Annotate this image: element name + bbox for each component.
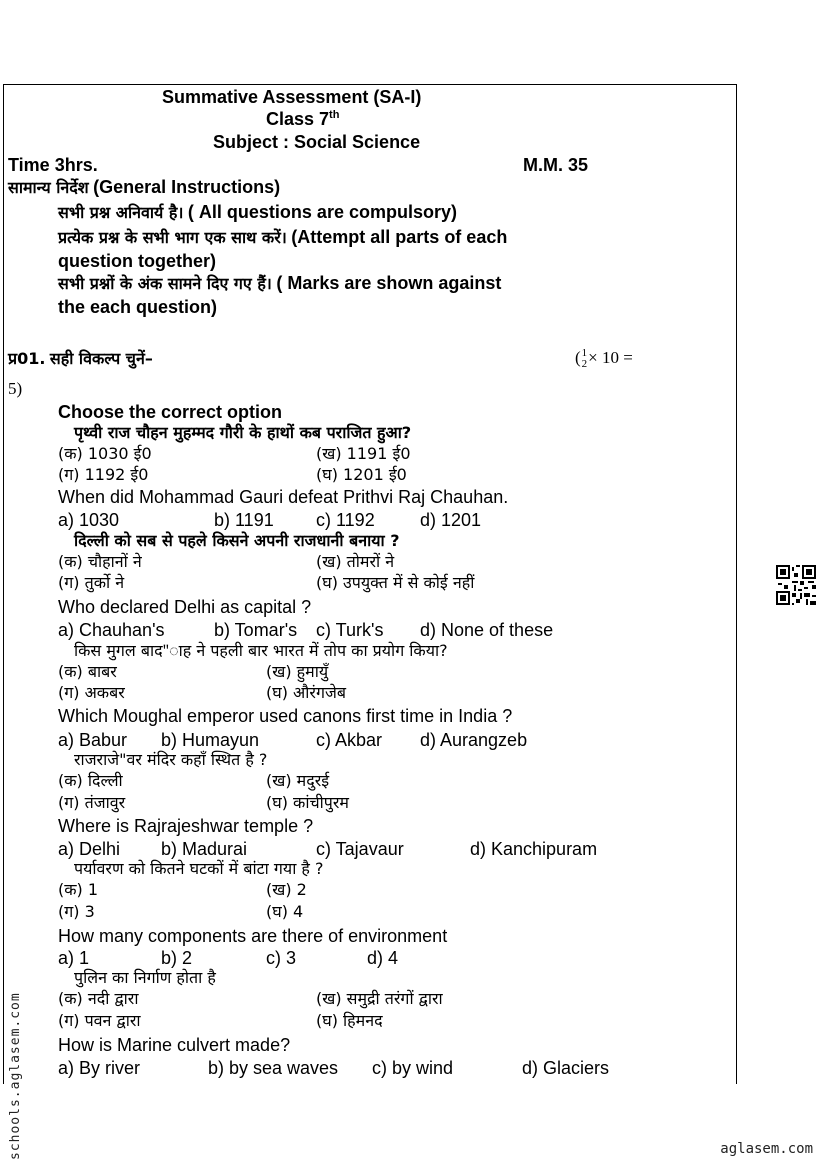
item-4-opt-d-en: d) Kanchipuram xyxy=(470,839,598,859)
item-5-opt-a-hi: (क) 1 xyxy=(58,880,99,899)
item-1-opt-b-hi: (ख) 1191 ई0 xyxy=(316,444,411,463)
item-5-opt-b-hi: (ख) 2 xyxy=(266,880,307,899)
item-5-opt-c-en: c) 3 xyxy=(266,948,297,968)
item-6-question-hi: पुलिन का निर्गाण होता है xyxy=(74,968,216,987)
item-6-opt-a-en: a) By river xyxy=(58,1058,141,1078)
instruction-2-cont: question together) xyxy=(58,251,216,271)
exam-title: Summative Assessment (SA-I) xyxy=(162,87,422,107)
item-6-question-en: How is Marine culvert made? xyxy=(58,1035,291,1055)
item-2-opt-a-hi: (क) चौहानों ने xyxy=(58,552,142,571)
choose-option: Choose the correct option xyxy=(58,402,283,422)
item-3-opt-a-hi: (क) बाबर xyxy=(58,662,117,681)
item-2-question-hi: दिल्ली को सब से पहले किसने अपनी राजधानी बनाया ? xyxy=(74,531,400,550)
item-4-question-en: Where is Rajrajeshwar temple ? xyxy=(58,816,314,836)
instructions-heading: सामान्य निर्देश (General Instructions) xyxy=(8,177,281,197)
item-3-opt-d-hi: (घ) औरंगजेब xyxy=(266,683,346,702)
side-watermark: schools.aglasem.com xyxy=(8,992,23,1160)
item-2-question-en: Who declared Delhi as capital ? xyxy=(58,597,312,617)
item-5-opt-c-hi: (ग) 3 xyxy=(58,902,95,921)
item-2-opt-c-hi: (ग) तुर्को ने xyxy=(58,573,125,592)
instruction-3-cont: the each question) xyxy=(58,297,218,317)
item-4-question-hi: राजराजे"वर मंदिर कहाँ स्थित है ? xyxy=(74,750,268,769)
item-2-opt-d-en: d) None of these xyxy=(420,620,554,640)
item-6-opt-b-en: b) by sea waves xyxy=(208,1058,339,1078)
item-1-opt-c-hi: (ग) 1192 ई0 xyxy=(58,465,149,484)
item-2-opt-c-en: c) Turk's xyxy=(316,620,384,640)
item-1-opt-d-en: d) 1201 xyxy=(420,510,482,530)
item-3-opt-c-hi: (ग) अकबर xyxy=(58,683,125,702)
instruction-2: प्रत्येक प्रश्न के सभी भाग एक साथ करें। (Attempt all parts of each xyxy=(58,227,508,247)
q1-header: प्र01. सही विकल्प चुनें– xyxy=(8,349,153,368)
qr-code xyxy=(776,565,816,605)
item-1-opt-a-en: a) 1030 xyxy=(58,510,120,530)
item-4-opt-a-hi: (क) दिल्ली xyxy=(58,771,123,790)
item-5-opt-d-en: d) 4 xyxy=(367,948,399,968)
item-1-opt-b-en: b) 1191 xyxy=(214,510,274,530)
item-1-question-hi: पृथ्वी राज चौहन मुहम्मद गौरी के हाथों कब पराजित हुआ? xyxy=(74,423,412,442)
item-3-opt-d-en: d) Aurangzeb xyxy=(420,730,528,750)
item-6-opt-d-en: d) Glaciers xyxy=(522,1058,610,1078)
item-3-opt-b-en: b) Humayun xyxy=(161,730,260,750)
item-4-opt-c-en: c) Tajavaur xyxy=(316,839,404,859)
item-5-question-en: How many components are there of environment xyxy=(58,926,448,946)
item-5-opt-a-en: a) 1 xyxy=(58,948,90,968)
item-3-question-en: Which Moughal emperor used canons first time in India ? xyxy=(58,706,513,726)
item-1-question-en: When did Mohammad Gauri defeat Prithvi Raj Chauhan. xyxy=(58,487,509,507)
item-3-opt-a-en: a) Babur xyxy=(58,730,128,750)
item-4-opt-b-hi: (ख) मदुरई xyxy=(266,771,330,790)
item-4-opt-c-hi: (ग) तंजावुर xyxy=(58,793,126,812)
instruction-3: सभी प्रश्नों के अंक सामने दिए गए हैं। ( Marks are shown against xyxy=(58,273,502,293)
item-5-opt-d-hi: (घ) 4 xyxy=(266,902,304,921)
time-allowed: Time 3hrs. xyxy=(8,155,98,175)
item-4-opt-a-en: a) Delhi xyxy=(58,839,121,859)
item-1-opt-d-hi: (घ) 1201 ई0 xyxy=(316,465,407,484)
max-marks: M.M. 35 xyxy=(523,155,589,175)
item-4-opt-b-en: b) Madurai xyxy=(161,839,248,859)
item-1-opt-a-hi: (क) 1030 ई0 xyxy=(58,444,152,463)
item-2-opt-a-en: a) Chauhan's xyxy=(58,620,165,640)
item-1-opt-c-en: c) 1192 xyxy=(316,510,375,530)
item-6-opt-c-en: c) by wind xyxy=(372,1058,454,1078)
item-5-question-hi: पर्यावरण को कितने घटकों में बांटा गया है ? xyxy=(74,859,324,878)
q1-marks-cont: 5) xyxy=(8,379,23,398)
item-3-opt-b-hi: (ख) हुमायुँ xyxy=(266,662,329,681)
instruction-1: सभी प्रश्न अनिवार्य है। ( All questions are compulsory) xyxy=(58,202,457,222)
class-label: Class 7th xyxy=(266,109,340,129)
item-6-opt-c-hi: (ग) पवन द्वारा xyxy=(58,1011,141,1030)
item-6-opt-b-hi: (ख) समुद्री तरंगों द्वारा xyxy=(316,989,443,1008)
item-6-opt-a-hi: (क) नदी द्वारा xyxy=(58,989,139,1008)
q1-marks: ( 1 2 × 10 = xyxy=(575,347,633,370)
footer-watermark: aglasem.com xyxy=(720,1141,813,1157)
subject: Subject : Social Science xyxy=(213,132,421,152)
item-2-opt-d-hi: (घ) उपयुक्त में से कोई नहीं xyxy=(316,573,475,592)
item-5-opt-b-en: b) 2 xyxy=(161,948,193,968)
item-2-opt-b-en: b) Tomar's xyxy=(214,620,298,640)
item-6-opt-d-hi: (घ) हिमनद xyxy=(316,1011,383,1030)
item-3-question-hi: किस मुगल बाद"ाह ने पहली बार भारत में तोप का प्रयोग किया? xyxy=(74,641,448,660)
item-3-opt-c-en: c) Akbar xyxy=(316,730,383,750)
item-2-opt-b-hi: (ख) तोमरों ने xyxy=(316,552,395,571)
item-4-opt-d-hi: (घ) कांचीपुरम xyxy=(266,793,349,812)
fraction-half: 1 2 xyxy=(581,347,588,370)
